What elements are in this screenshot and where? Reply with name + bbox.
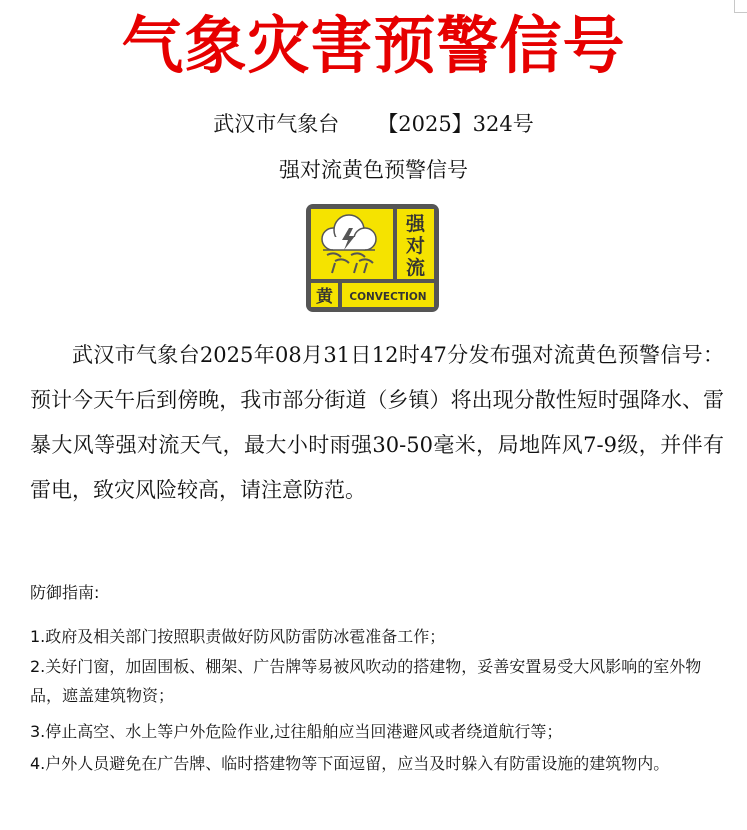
- issuer-name: 武汉市气象台: [213, 112, 340, 136]
- guide-item: 3.停止高空、水上等户外危险作业,过往船舶应当回港避风或者绕道航行等；: [30, 722, 563, 741]
- document-number: 【2025】324号: [377, 112, 534, 136]
- guide-item: 2.关好门窗，加固围板、棚架、广告牌等易被风吹动的搭建物，妥善安置易受大风影响的室外物品，遮盖建筑物资；: [30, 657, 702, 705]
- signal-char-3: 流: [405, 257, 426, 279]
- guide-item: 4.户外人员避免在广告牌、临时搭建物等下面逗留，应当及时躲入有防雷设施的建筑物内。: [30, 754, 670, 773]
- signal-level-char: 黄: [316, 287, 333, 307]
- guide-heading: 防御指南:: [30, 583, 100, 602]
- signal-char-1: 强: [405, 213, 426, 235]
- signal-char-2: 对: [405, 235, 426, 257]
- signal-title: 强对流黄色预警信号: [279, 158, 468, 182]
- bulletin-text: 武汉市气象台2025年08月31日12时47分发布强对流黄色预警信号：预计今天午后到傍晚，我市部分街道（乡镇）将出现分散性短时强降水、雷暴大风等强对流天气，最大小时雨强30-50毫米，局地阵风7-9级，并伴有雷电，致灾风险较高，请注意防范。: [30, 343, 724, 502]
- issuer-line: [0, 108, 747, 140]
- banner-title: 气象灾害预警信号: [121, 9, 626, 82]
- guide-item: 1.政府及相关部门按照职责做好防风防雷防冰雹准备工作；: [30, 627, 446, 646]
- signal-english-label: CONVECTION: [349, 291, 427, 303]
- convection-yellow-signal-icon: [305, 203, 440, 313]
